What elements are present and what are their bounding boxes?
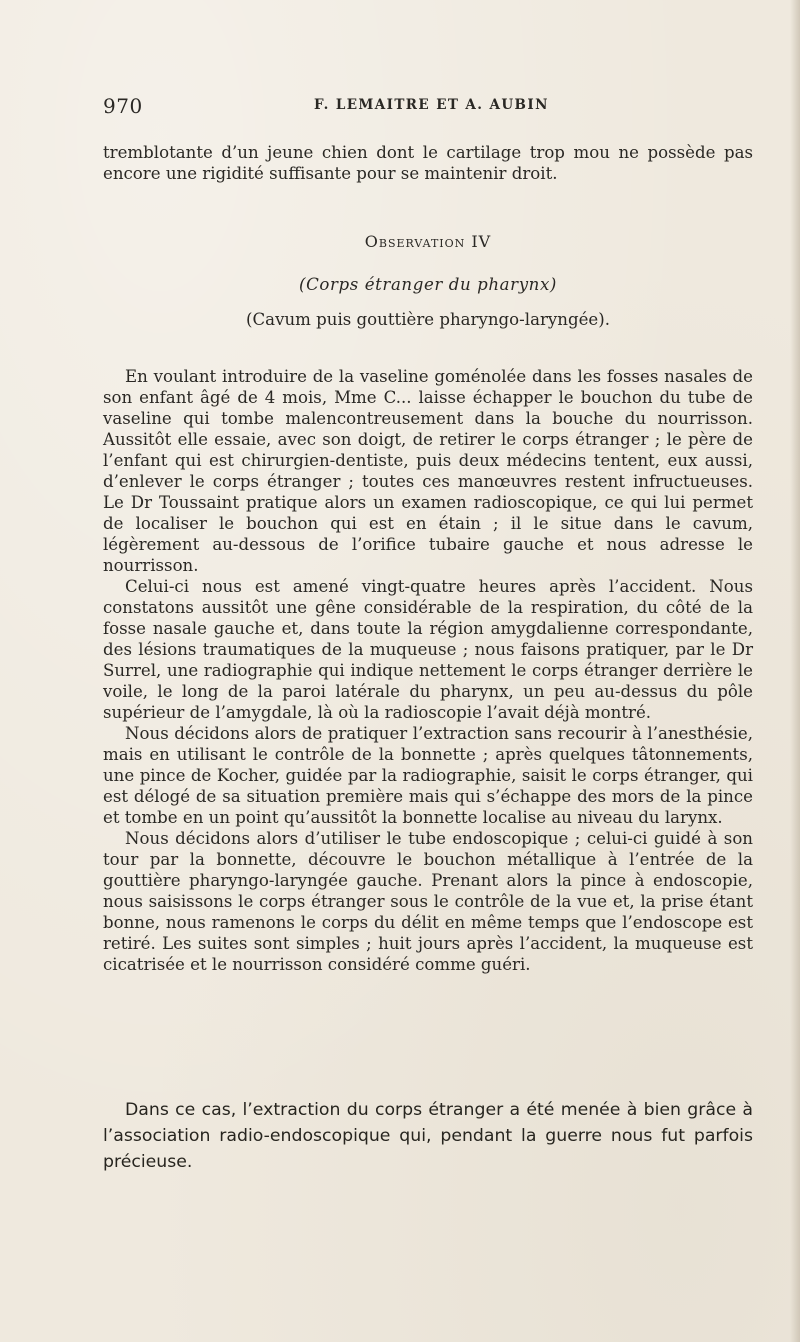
- body-paragraph-1: En voulant introduire de la vaseline goménolée dans les fosses nasales de son enfant âgé de 4 mois, Mme C... laisse échapper le bouchon du tube de vaseline qui tombe malencontreusement dans la bouche du nourrisson. Aussitôt elle essaie, avec son doigt, de retirer le corps étranger ; le père de l’enfant qui est chirurgien-dentiste, puis deux médecins tentent, eux aussi, d’enlever le corps étranger ; toutes ces manœuvres restent infructueuses. Le Dr Toussaint pratique alors un examen radioscopique, ce qui lui permet de localiser le bouchon qui est en étain ; il le situe dans le cavum, légèrement au-dessous de l’orifice tubaire gauche et nous adresse le nourrisson.: [103, 367, 753, 575]
- intro-text: tremblotante d’un jeune chien dont le cartilage trop mou ne possède pas encore une rigidité suffisante pour se maintenir droit.: [103, 143, 753, 183]
- body-paragraph-3: Nous décidons alors de pratiquer l’extraction sans recourir à l’anesthésie, mais en utilisant le contrôle de la bonnette ; après quelques tâtonnements, une pince de Kocher, guidée par la radiographie, saisit le corps étranger, qui est délogé de sa situation première mais qui s’échappe des mors de la pince et tombe en un point qu’aussitôt la bonnette localise au niveau du larynx.: [103, 724, 753, 827]
- conclusion-paragraph: Dans ce cas, l’extraction du corps étranger a été menée à bien grâce à l’association radio-endoscopique qui, pendant la guerre nous fut parfois précieuse.: [103, 1100, 753, 1172]
- page-number: 970: [103, 94, 143, 118]
- running-head: F. LEMAITRE ET A. AUBIN: [314, 97, 549, 113]
- intro-paragraph: [103, 142, 753, 184]
- observation-subtitle-italic: (Corps étranger du pharynx): [299, 275, 557, 294]
- page-edge-shadow: [790, 0, 800, 1342]
- observation-title: Observation IV: [364, 232, 492, 251]
- observation-body: [103, 366, 753, 975]
- body-paragraph-2: Celui-ci nous est amené vingt-quatre heures après l’accident. Nous constatons aussitôt une gêne considérable de la respiration, du côté de la fosse nasale gauche et, dans toute la région amygdalienne correspondante, des lésions traumatiques de la muqueuse ; nous faisons pratiquer, par le Dr Surrel, une radiographie qui indique nettement le corps étranger derrière le voile, le long de la paroi latérale du pharynx, un peu au-dessus du pôle supérieur de l’amygdale, là où la radioscopie l’avait déjà montré.: [103, 577, 753, 722]
- observation-subtitle: (Cavum puis gouttière pharyngo-laryngée).: [246, 310, 610, 329]
- body-paragraph-4: Nous décidons alors d’utiliser le tube endoscopique ; celui-ci guidé à son tour par la bonnette, découvre le bouchon métallique à l’entrée de la gouttière pharyngo-laryngée gauche. Prenant alors la pince à endoscopie, nous saisissons le corps étranger sous le contrôle de la vue et, la prise étant bonne, nous ramenons le corps du délit en même temps que l’endoscope est retiré. Les suites sont simples ; huit jours après l’accident, la muqueuse est cicatrisée et le nourrisson considéré comme guéri.: [103, 829, 753, 974]
- page-header: [103, 94, 753, 120]
